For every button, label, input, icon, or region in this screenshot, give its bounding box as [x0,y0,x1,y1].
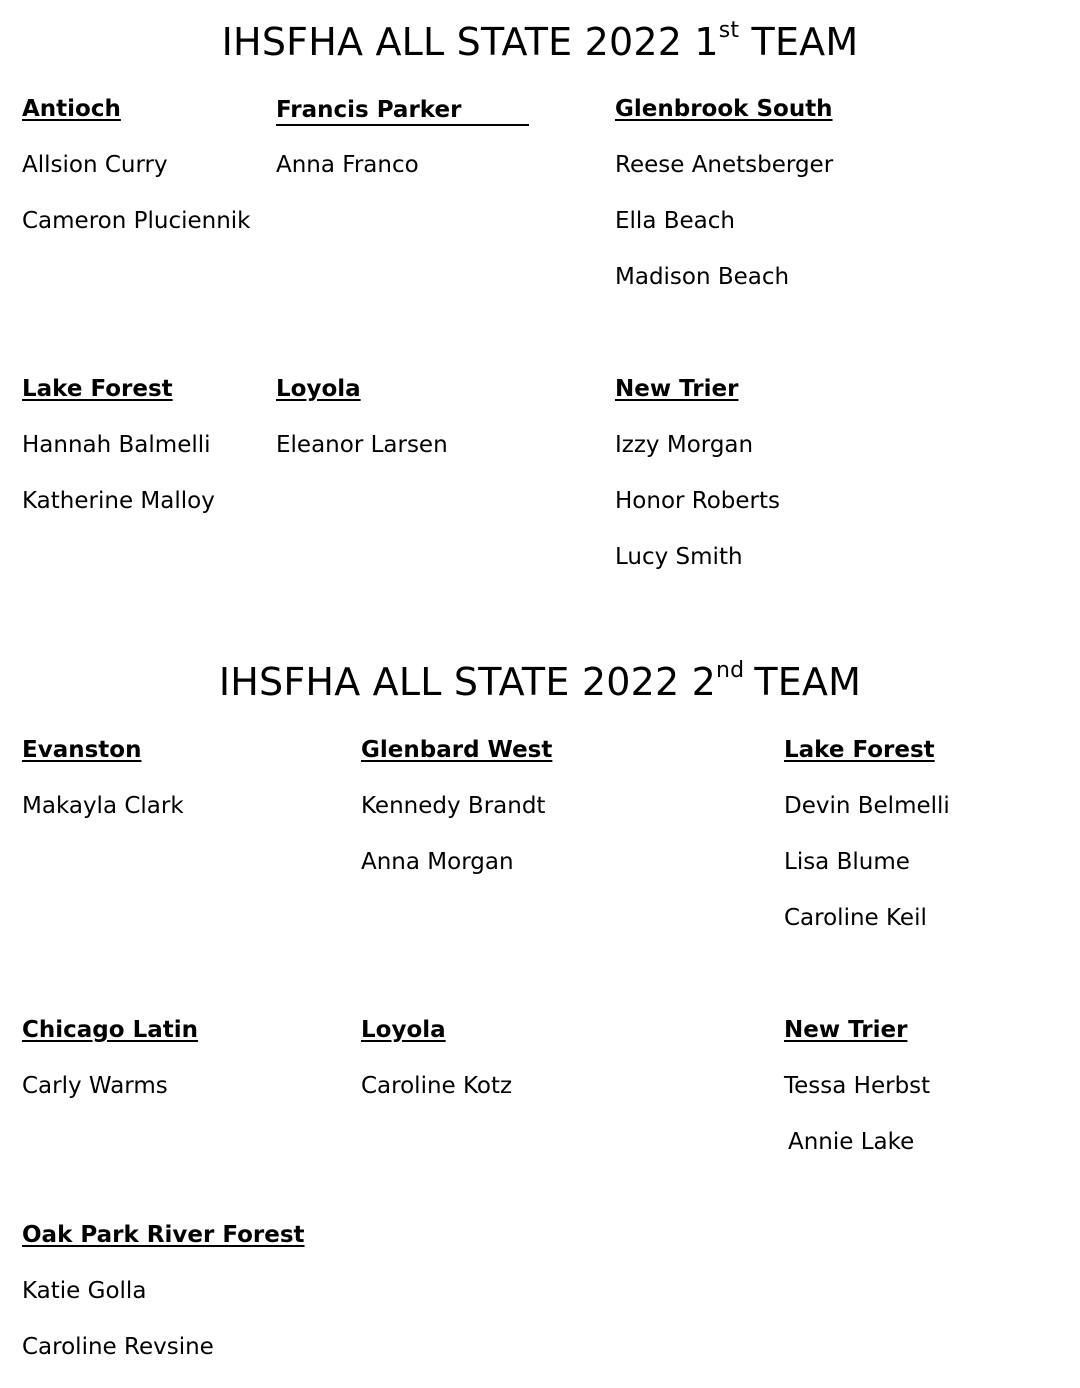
team2-player: Caroline Keil [784,905,927,931]
team1-school-new-trier: New Trier [615,376,739,402]
team1-player: Katherine Malloy [22,488,215,514]
team1-player: Cameron Pluciennik [22,208,251,234]
team2-school-new-trier: New Trier [784,1017,908,1043]
team2-player: Carly Warms [22,1073,168,1099]
team1-player: Eleanor Larsen [276,432,448,458]
team1-player: Hannah Balmelli [22,432,211,458]
team2-player: Caroline Kotz [361,1073,513,1099]
team2-player: Kennedy Brandt [361,793,546,819]
team1-title-main: IHSFHA ALL STATE 2022 1 [221,20,719,64]
team2-player: Katie Golla [22,1278,147,1304]
team2-player: Caroline Revsine [22,1334,214,1360]
team1-school-antioch: Antioch [22,96,121,122]
team2-player: Lisa Blume [784,849,910,875]
team2-school-glenbard-west: Glenbard West [361,737,553,763]
team1-player: Izzy Morgan [615,432,754,458]
team2-player: Devin Belmelli [784,793,950,819]
team2-player: Annie Lake [788,1129,915,1155]
team1-player: Reese Anetsberger [615,152,834,178]
team1-school-francis-parker: Francis Parker [276,96,529,126]
team1-school-loyola: Loyola [276,376,361,402]
team2-school-evanston: Evanston [22,737,142,763]
team1-school-lake-forest: Lake Forest [22,376,173,402]
team1-title-ordinal: st [718,18,740,44]
team1-player: Allsion Curry [22,152,168,178]
team2-player: Tessa Herbst [784,1073,931,1099]
team2-player: Anna Morgan [361,849,514,875]
team2-title-ordinal: nd [716,658,745,684]
team2-school-chicago-latin: Chicago Latin [22,1017,198,1043]
team1-school-glenbrook-south: Glenbrook South [615,96,833,122]
team1-player: Honor Roberts [615,488,781,514]
team2-title [0,660,1080,704]
team1-player: Lucy Smith [615,544,743,570]
team2-title-main: IHSFHA ALL STATE 2022 2 [218,660,716,704]
team1-player: Madison Beach [615,264,790,290]
team1-title [0,20,1080,64]
team2-player: Makayla Clark [22,793,184,819]
team2-title-end: TEAM [754,660,862,704]
team1-player: Anna Franco [276,152,419,178]
team2-school-loyola: Loyola [361,1017,446,1043]
team1-player: Ella Beach [615,208,735,234]
team2-school-lake-forest: Lake Forest [784,737,935,763]
team2-school-oak-park-river-forest: Oak Park River Forest [22,1222,305,1248]
team1-title-end: TEAM [739,20,859,64]
